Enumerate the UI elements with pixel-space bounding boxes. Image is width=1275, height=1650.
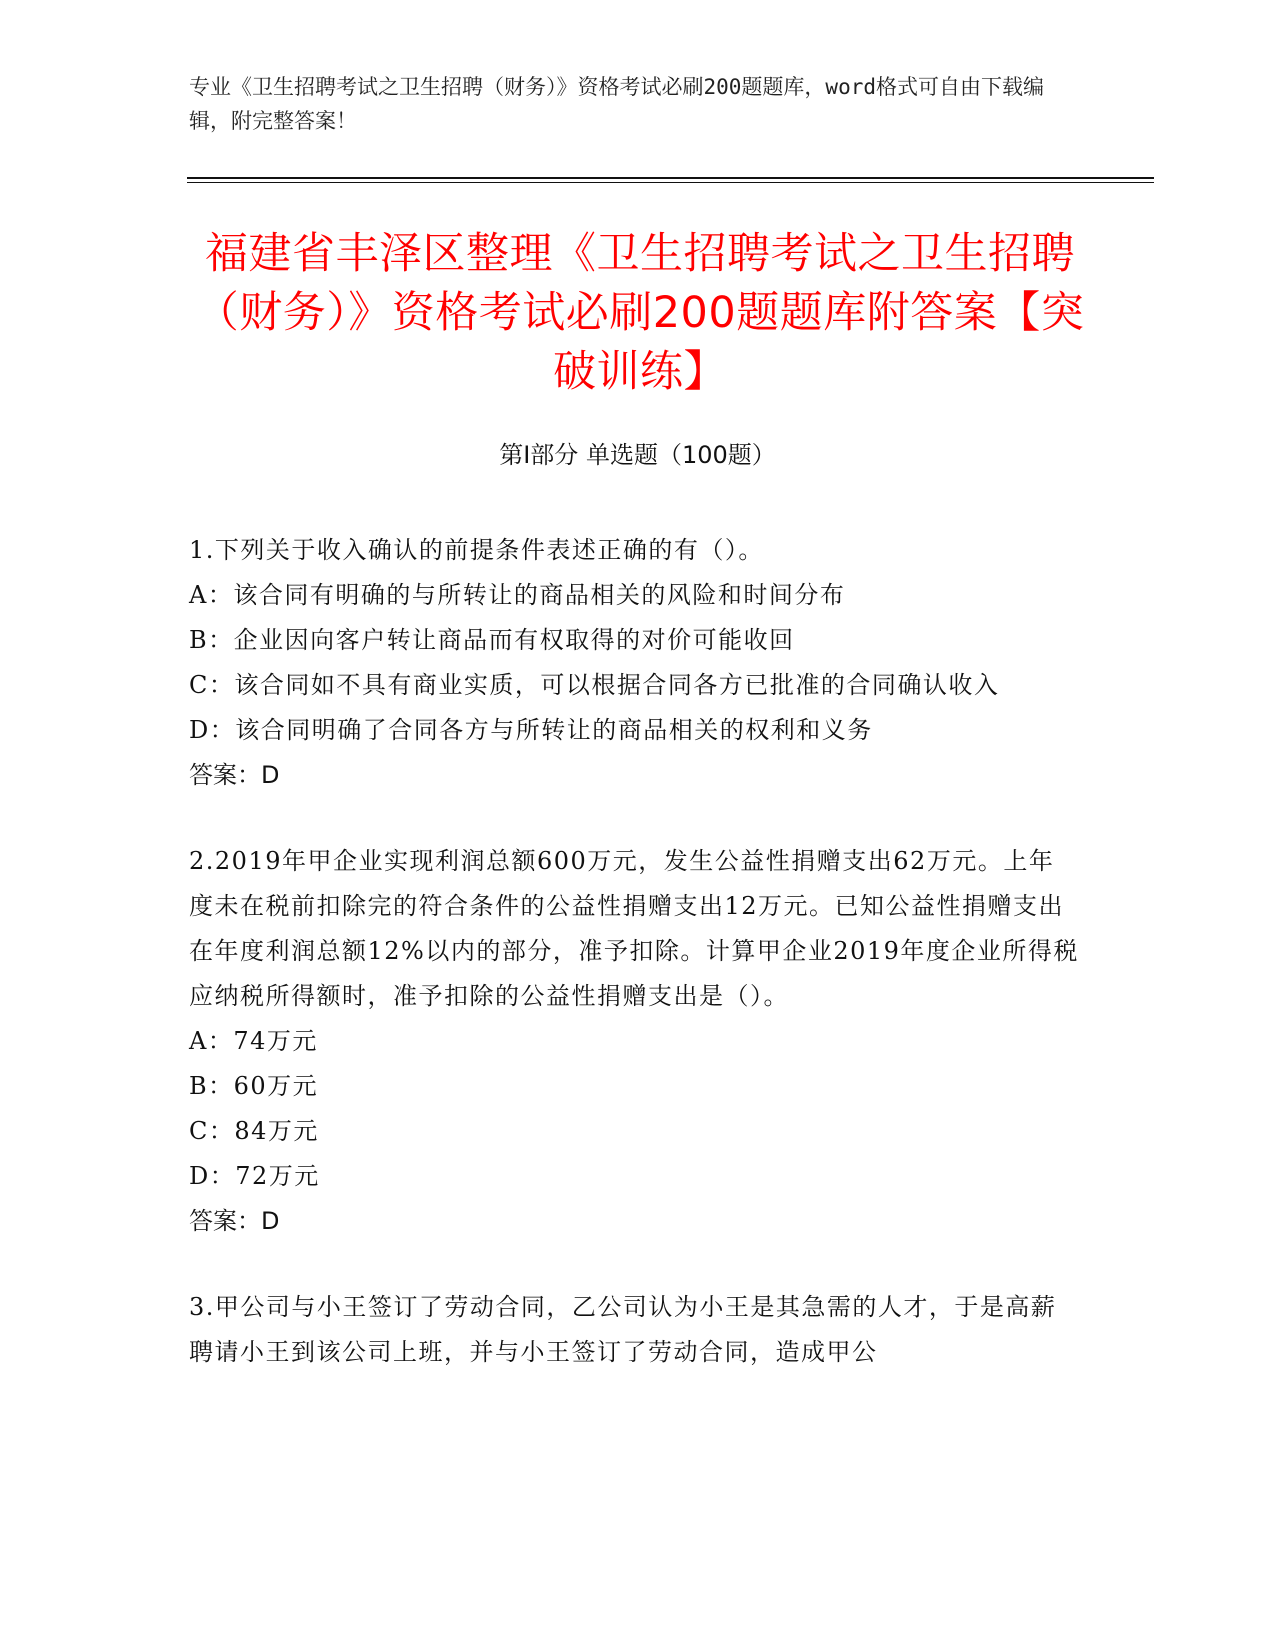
- question-2: [189, 839, 1079, 1244]
- option-d: D：72万元: [189, 1162, 320, 1190]
- section-title: 第Ⅰ部分 单选题（100题）: [499, 441, 776, 469]
- option-d: D：该合同明确了合同各方与所转让的商品相关的权利和义务: [189, 716, 873, 744]
- question-list: [189, 528, 1079, 1416]
- answer: 答案：D: [189, 1207, 280, 1235]
- option-b: B：企业因向客户转让商品而有权取得的对价可能收回: [189, 626, 795, 654]
- question-text: 2.2019年甲企业实现利润总额600万元，发生公益性捐赠支出62万元。上年度未在税前扣除完的符合条件的公益性捐赠支出12万元。已知公益性捐赠支出在年度利润总额12%以内的部分，准予扣除。计算甲企业2019年度企业所得税应纳税所得额时，准予扣除的公益性捐赠支出是（）。: [189, 847, 1079, 1010]
- option-a: A：该合同有明确的与所转让的商品相关的风险和时间分布: [189, 581, 846, 609]
- question-text: 1.下列关于收入确认的前提条件表述正确的有（）。: [189, 536, 764, 564]
- header-note: 专业《卫生招聘考试之卫生招聘（财务）》资格考试必刷200题题库，word格式可自由下载编辑，附完整答案！: [189, 75, 1044, 133]
- question-text: 3.甲公司与小王签订了劳动合同，乙公司认为小王是其急需的人才，于是高薪聘请小王到该公司上班，并与小王签订了劳动合同，造成甲公: [189, 1293, 1057, 1366]
- question-3: [189, 1285, 1079, 1375]
- option-a: A：74万元: [189, 1027, 318, 1055]
- question-1: [189, 528, 1079, 798]
- option-c: C：该合同如不具有商业实质，可以根据合同各方已批准的合同确认收入: [189, 671, 1000, 699]
- answer: 答案：D: [189, 761, 280, 789]
- option-b: B：60万元: [189, 1072, 319, 1100]
- header-divider-thin: [187, 182, 1154, 183]
- option-c: C：84万元: [189, 1117, 319, 1145]
- document-title: 福建省丰泽区整理《卫生招聘考试之卫生招聘（财务）》资格考试必刷200题题库附答案【突破训练】: [195, 229, 1085, 397]
- header-divider: [187, 177, 1154, 179]
